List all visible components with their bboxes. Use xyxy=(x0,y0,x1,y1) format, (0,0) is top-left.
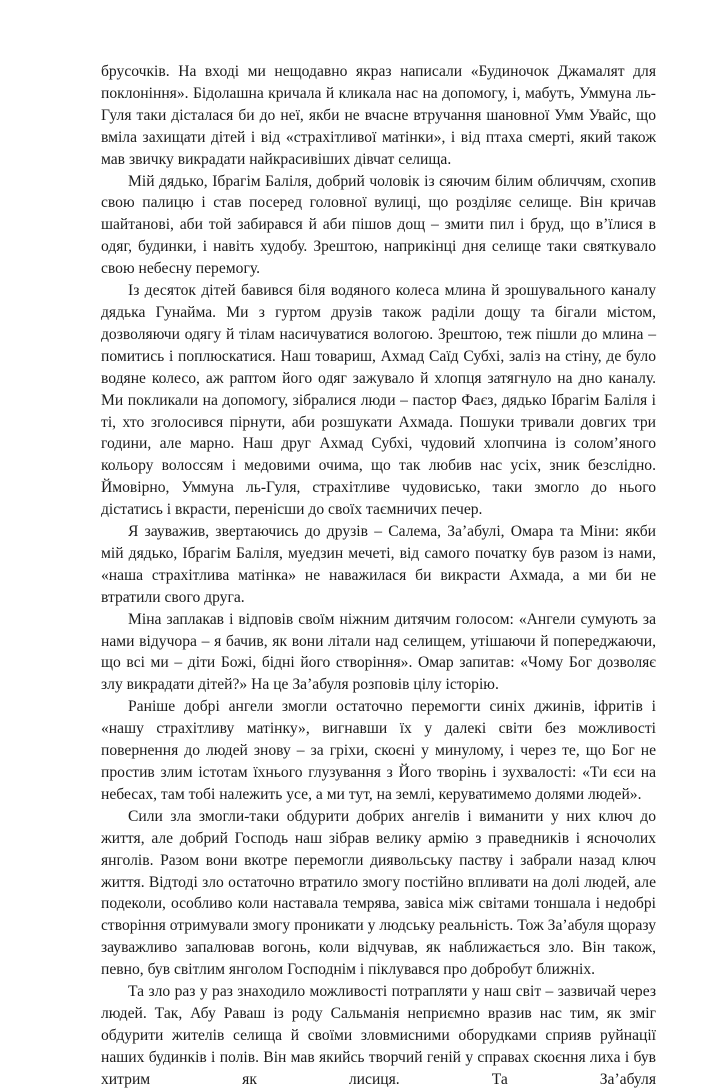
paragraph: Сили зла змогли-таки обдурити добрих ангелів і виманити у них ключ до життя, але добрий Господь наш зібрав велику армію з праведників і ясночолих янголів. Разом вони вкотре перемогли диявольську паству і забрали назад ключ життя. Відтоді зло остаточно втратило змогу постійно впливати на долі людей, але подеколи, особливо коли наставала темрява, завіса між світами тоншала і недобрі створіння отримували змогу проникати у людську реальність. Тож За’абуля щоразу зауважливо запалював вогонь, коли відчував, як наближається зло. Він також, певно, був світлим янголом Господнім і піклувався про добробут ближніх. xyxy=(101,807,656,979)
document-page xyxy=(101,61,656,1091)
paragraph: Я зауважив, звертаючись до друзів – Салема, За’абулі, Омара та Міни: якби мій дядько, Ібрагім Баліля, муедзин мечеті, від самого початку був разом із нами, «наша страхітлива матінка» не наважилася би викрасти Ахмада, а ми би не втратили свого друга. xyxy=(101,523,656,606)
paragraph: Раніше добрі ангели змогли остаточно перемогти синіх джинів, іфритів і «нашу страхітливу матінку», вигнавши їх у далекі світи без можливості повернення до людей знову – за гріхи, скоєні у минулому, і через те, що Бог не простив злим істотам їхнього глузування з Його творінь і зухвалості: «Ти єси на небесах, там тобі належить усе, а ми тут, на землі, керуватимемо долями людей». xyxy=(101,698,656,803)
paragraph: брусочків. На вході ми нещодавно якраз написали «Будиночок Джамалят для поклоніння». Бідолашна кричала й кликала нас на допомогу, і, мабуть, Уммуна ль-Гуля таки дісталася би до неї, якби не вчасне втручання шановної Умм Увайс, що вміла захищати дітей і від «страхітливої матінки», і від птаха смерті, який також мав звичку викрадати найкрасивіших дівчат селища. xyxy=(101,63,656,168)
paragraph: Мій дядько, Ібрагім Баліля, добрий чоловік із сяючим білим обличчям, схопив свою палицю і став посеред головної вулиці, що розділяє селище. Він кричав шайтанові, аби той забирався й аби пішов дощ – змити пил і бруд, що в’їлися в одяг, будинки, і навіть худобу. Зрештою, наприкінці дня селище таки святкувало свою небесну перемогу. xyxy=(101,172,656,278)
paragraph-continued: Та зло раз у раз знаходило можливості потрапляти у наш світ – зазвичай через людей. Так, Абу Раваш із роду Сальманія неприємно вразив нас тим, як зміг обдурити жителів селища й своїми зловмисними оборудками сприяв руйнації наших будинків і полів. Він мав якийсь творчий геній у справах скоєння лиха і був хитрим як лисиця. Та За’абуля xyxy=(101,983,656,1088)
paragraph: Із десяток дітей бавився біля водяного колеса млина й зрошувального каналу дядька Гунайма. Ми з гуртом друзів також раділи дощу та бігали містом, дозволяючи одягу й тілам насичуватися вологою. Зрештою, теж пішли до млина – помитись і поплюскатися. Наш товариш, Ахмад Саїд Субхі, заліз на стіну, де було водяне колесо, аж раптом його одяг зажувало й хлопця затягнуло на дно каналу. Ми покликали на допомогу, зібралися люди – пастор Фаєз, дядько Ібрагім Баліля і ті, хто зголосився пірнути, аби розшукати Ахмада. Пошуки тривали довгих три години, але марно. Наш друг Ахмад Субхі, чудовий хлопчина із солом’яного кольору волоссям і медовими очима, що так любив нас усіх, зник безслідно. Ймовірно, Уммуна ль-Гуля, страхітливе чудовисько, таки змогло до нього дістатись і вкрасти, перенісши до своїх таємничих печер. xyxy=(101,282,656,519)
paragraph: Міна заплакав і відповів своїм ніжним дитячим голосом: «Ангели сумують за нами відучора – я бачив, як вони літали над селищем, утішаючи й попереджаючи, що всі ми – діти Божі, бідні його створіння». Омар запитав: «Чому Бог дозволяє злу викрадати дітей?» На це За’абуля розповів цілу історію. xyxy=(101,610,656,694)
